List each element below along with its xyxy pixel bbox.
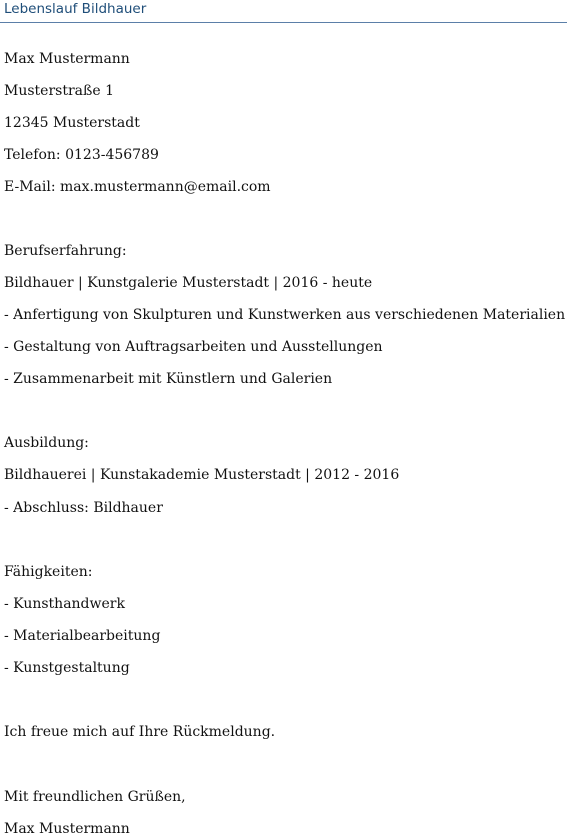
experience-heading: Berufserfahrung: [4, 243, 127, 259]
document-title: Lebenslauf Bildhauer [4, 1, 147, 17]
list-item: - Kunstgestaltung [4, 660, 130, 676]
experience-position: Bildhauer | Kunstgalerie Musterstadt | 2016 - heute [4, 275, 373, 291]
list-item: - Anfertigung von Skulpturen und Kunstwerken aus verschiedenen Materialien [4, 307, 566, 323]
signature-name: Max Mustermann [4, 821, 130, 837]
closing-greeting: Mit freundlichen Grüßen, [4, 789, 186, 805]
skills-heading: Fähigkeiten: [4, 564, 93, 580]
list-item: - Materialbearbeitung [4, 628, 161, 644]
contact-email: E-Mail: max.mustermann@email.com [4, 179, 271, 195]
contact-city: 12345 Musterstadt [4, 115, 140, 131]
education-heading: Ausbildung: [4, 435, 89, 451]
education-position: Bildhauerei | Kunstakademie Musterstadt | 2012 - 2016 [4, 467, 400, 483]
contact-street: Musterstraße 1 [4, 83, 114, 99]
list-item: - Kunsthandwerk [4, 596, 125, 612]
list-item: - Zusammenarbeit mit Künstlern und Galerien [4, 371, 333, 387]
closing-message: Ich freue mich auf Ihre Rückmeldung. [4, 724, 276, 740]
list-item: - Gestaltung von Auftragsarbeiten und Ausstellungen [4, 339, 383, 355]
contact-name: Max Mustermann [4, 51, 130, 67]
list-item: - Abschluss: Bildhauer [4, 500, 163, 516]
document-header [0, 0, 567, 23]
contact-phone: Telefon: 0123-456789 [4, 147, 159, 163]
